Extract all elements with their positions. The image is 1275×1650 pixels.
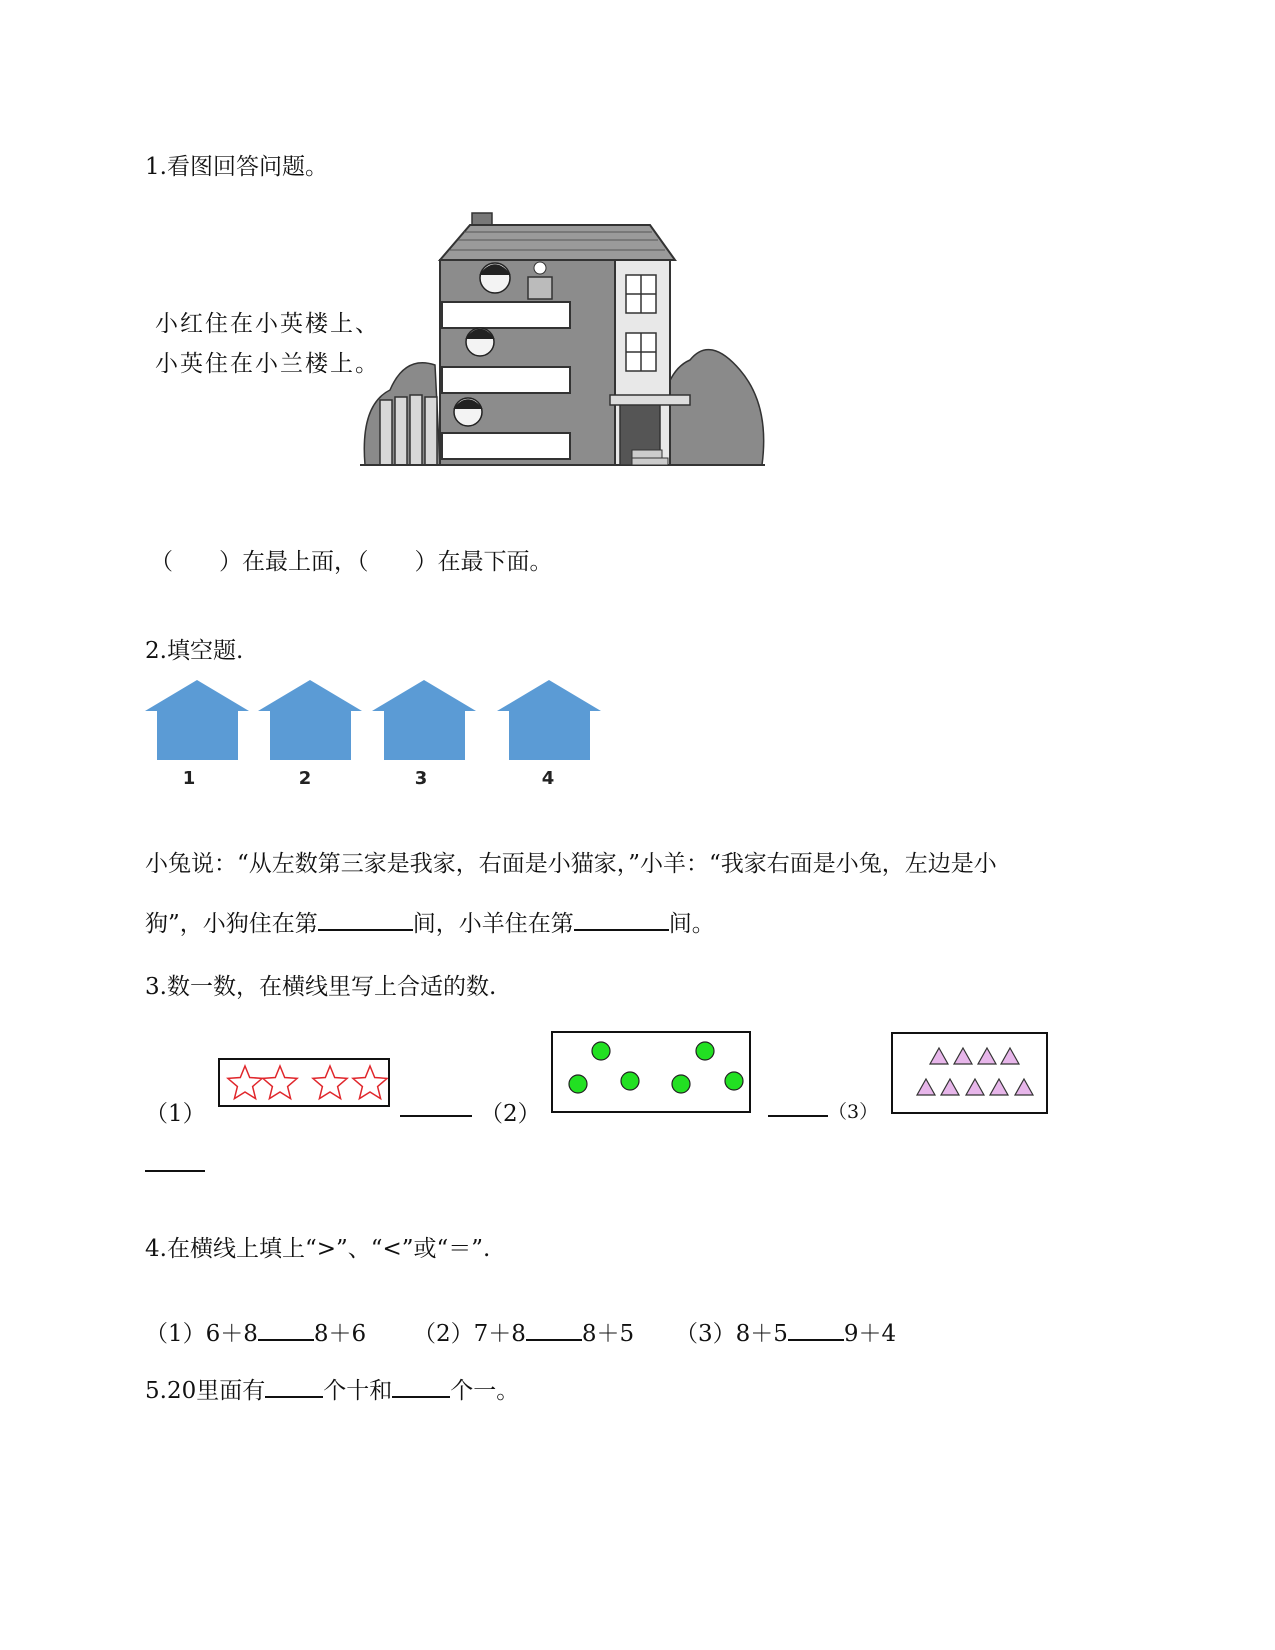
stars-box bbox=[218, 1058, 390, 1107]
q1-caption-line1: 小红住在小英楼上、 bbox=[155, 311, 380, 337]
house-1 bbox=[145, 680, 249, 788]
q4-item-2-label: （2） bbox=[413, 1321, 474, 1347]
star-shape bbox=[313, 1066, 347, 1099]
q5-blank-ones[interactable] bbox=[392, 1395, 450, 1398]
house-2 bbox=[258, 680, 362, 788]
q4-item-1-left: 6＋8 bbox=[205, 1321, 258, 1347]
q1-answer-line: （ ）在最上面，（ ）在最下面。 bbox=[150, 549, 553, 575]
pink-triangle bbox=[966, 1079, 984, 1095]
dots-image bbox=[553, 1033, 749, 1111]
q2-blank-sheep[interactable] bbox=[574, 928, 669, 931]
pink-triangle bbox=[954, 1048, 972, 1064]
q4-title: 4.在横线上填上“>”、“<”或“＝”. bbox=[145, 1236, 491, 1262]
q2-story-text-a: 狗”，小狗住在第 bbox=[145, 911, 318, 937]
q3-label3: （3） bbox=[828, 1101, 879, 1123]
q3-blank-1[interactable] bbox=[400, 1115, 472, 1117]
stars-image bbox=[220, 1060, 388, 1105]
q2-story-line2 bbox=[145, 905, 715, 938]
house-shape bbox=[372, 680, 476, 760]
pink-triangle bbox=[917, 1079, 935, 1095]
q4-item-3-label: （3） bbox=[675, 1321, 736, 1347]
q2-story-text-b: 间，小羊住在第 bbox=[412, 911, 574, 937]
q5-text-c: 个一。 bbox=[450, 1378, 520, 1404]
q4-item-3 bbox=[675, 1315, 896, 1348]
q4-blank-3[interactable] bbox=[788, 1338, 844, 1341]
q2-title: 2.填空题. bbox=[145, 638, 244, 664]
q3-label1: （1） bbox=[145, 1101, 206, 1127]
q4-blank-2[interactable] bbox=[526, 1338, 582, 1341]
houses-row bbox=[140, 678, 610, 788]
q5-text-b: 个十和 bbox=[323, 1378, 393, 1404]
house-label: 3 bbox=[414, 768, 428, 788]
house-shape bbox=[145, 680, 249, 760]
q2-story-text-c: 间。 bbox=[668, 911, 715, 937]
house-label: 4 bbox=[541, 768, 555, 788]
green-dot bbox=[569, 1075, 587, 1093]
pink-triangle bbox=[1001, 1048, 1019, 1064]
q1-caption-line2: 小英住在小兰楼上。 bbox=[155, 351, 380, 377]
q3-title: 3.数一数，在横线里写上合适的数. bbox=[145, 974, 497, 1000]
q5-blank-tens[interactable] bbox=[265, 1395, 323, 1398]
q4-item-2 bbox=[413, 1315, 634, 1348]
q4-item-3-left: 8＋5 bbox=[735, 1321, 788, 1347]
q3-blank-3[interactable] bbox=[145, 1170, 205, 1172]
pink-triangle bbox=[941, 1079, 959, 1095]
q2-blank-dog[interactable] bbox=[318, 928, 413, 931]
q3-blank-2[interactable] bbox=[768, 1115, 828, 1117]
pink-triangle bbox=[978, 1048, 996, 1064]
green-dot bbox=[725, 1072, 743, 1090]
triangles-box bbox=[891, 1032, 1048, 1114]
q4-item-1-label: （1） bbox=[145, 1321, 206, 1347]
q4-item-2-right: 8＋5 bbox=[581, 1321, 635, 1347]
q3-label2: （2） bbox=[480, 1101, 541, 1127]
house-label: 2 bbox=[298, 768, 312, 788]
houses-image bbox=[140, 678, 610, 788]
q4-item-1 bbox=[145, 1315, 366, 1348]
q5-text-a: 5.20里面有 bbox=[145, 1378, 266, 1404]
house-4 bbox=[497, 680, 601, 788]
pink-triangle bbox=[990, 1079, 1008, 1095]
star-shape bbox=[353, 1066, 387, 1099]
pink-triangle bbox=[1015, 1079, 1033, 1095]
house-label: 1 bbox=[182, 768, 196, 788]
q1-title: 1.看图回答问题。 bbox=[145, 154, 328, 180]
q4-item-2-left: 7＋8 bbox=[473, 1321, 526, 1347]
green-dot bbox=[672, 1075, 690, 1093]
green-dot bbox=[621, 1072, 639, 1090]
pink-triangle bbox=[930, 1048, 948, 1064]
house-shape bbox=[258, 680, 362, 760]
q4-blank-1[interactable] bbox=[258, 1338, 314, 1341]
q4-item-1-right: 8＋6 bbox=[313, 1321, 367, 1347]
triangles-image bbox=[893, 1034, 1046, 1112]
star-shape bbox=[228, 1066, 262, 1099]
green-dot bbox=[592, 1042, 610, 1060]
q4-item-3-right: 9＋4 bbox=[843, 1321, 897, 1347]
dots-box bbox=[551, 1031, 751, 1113]
q2-story-line1: 小兔说：“从左数第三家是我家，右面是小猫家，”小羊：“我家右面是小兔，左边是小 bbox=[145, 851, 997, 877]
green-dot bbox=[696, 1042, 714, 1060]
house-3 bbox=[372, 680, 476, 788]
house-shape bbox=[497, 680, 601, 760]
star-shape bbox=[263, 1066, 297, 1099]
q5-line bbox=[145, 1372, 519, 1405]
